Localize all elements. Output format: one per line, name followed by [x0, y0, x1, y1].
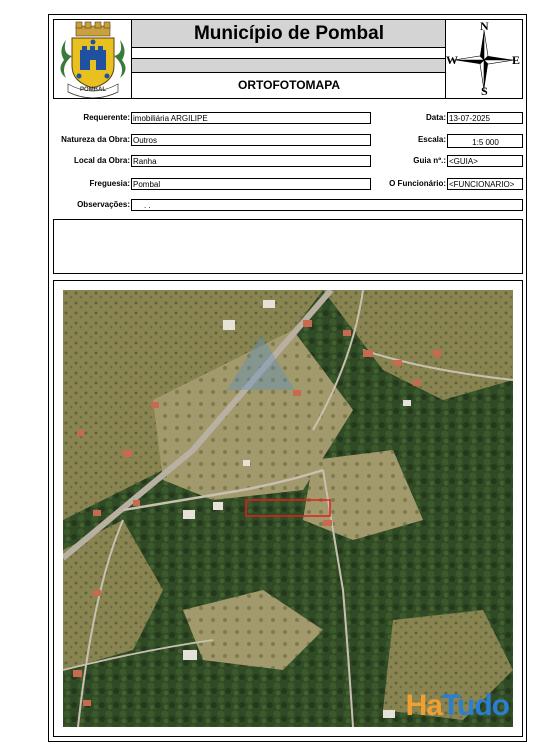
- funcionario-label: O Funcionário:: [389, 179, 446, 188]
- page-title: Município de Pombal: [132, 20, 446, 48]
- natureza-field: Outros: [131, 134, 371, 146]
- data-label: Data:: [425, 113, 446, 122]
- natureza-label: Natureza da Obra:: [61, 135, 130, 144]
- document-header: [53, 19, 523, 99]
- crest-banner-text: POMBAL: [80, 87, 106, 93]
- requerente-field: imobiliária ARGILIPE: [131, 112, 371, 124]
- requerente-label: Requerente:: [83, 113, 130, 122]
- map-type-title: ORTOFOTOMAPA: [238, 78, 340, 92]
- title-stripe-shaded: [132, 59, 446, 73]
- orthophoto-map: [63, 290, 513, 727]
- guia-field: <GUIA>: [447, 155, 523, 167]
- compass-rose: [445, 20, 522, 98]
- observacoes-label: Observações:: [77, 200, 130, 209]
- compass-south: S: [481, 84, 488, 98]
- compass-north: N: [480, 19, 489, 33]
- title-area: [132, 20, 446, 98]
- escala-field: 1:5 000: [447, 134, 523, 148]
- title-stripe: [132, 48, 446, 59]
- funcionario-field: <FUNCIONARIO>: [447, 178, 523, 190]
- escala-label: Escala:: [417, 135, 446, 144]
- local-field: Ranha: [131, 155, 371, 167]
- compass-west: W: [446, 53, 458, 67]
- guia-label: Guia nº.:: [413, 156, 446, 165]
- data-field: 13-07-2025: [447, 112, 523, 124]
- compass-east: E: [512, 53, 521, 67]
- hatudo-watermark: HaTudo: [405, 689, 509, 722]
- local-label: Local da Obra:: [73, 156, 130, 165]
- freguesia-field: Pombal: [131, 178, 371, 190]
- freguesia-label: Freguesia:: [89, 179, 130, 188]
- municipal-crest: [54, 20, 132, 98]
- observacoes-field: . .: [131, 199, 523, 211]
- notes-box: [53, 219, 523, 274]
